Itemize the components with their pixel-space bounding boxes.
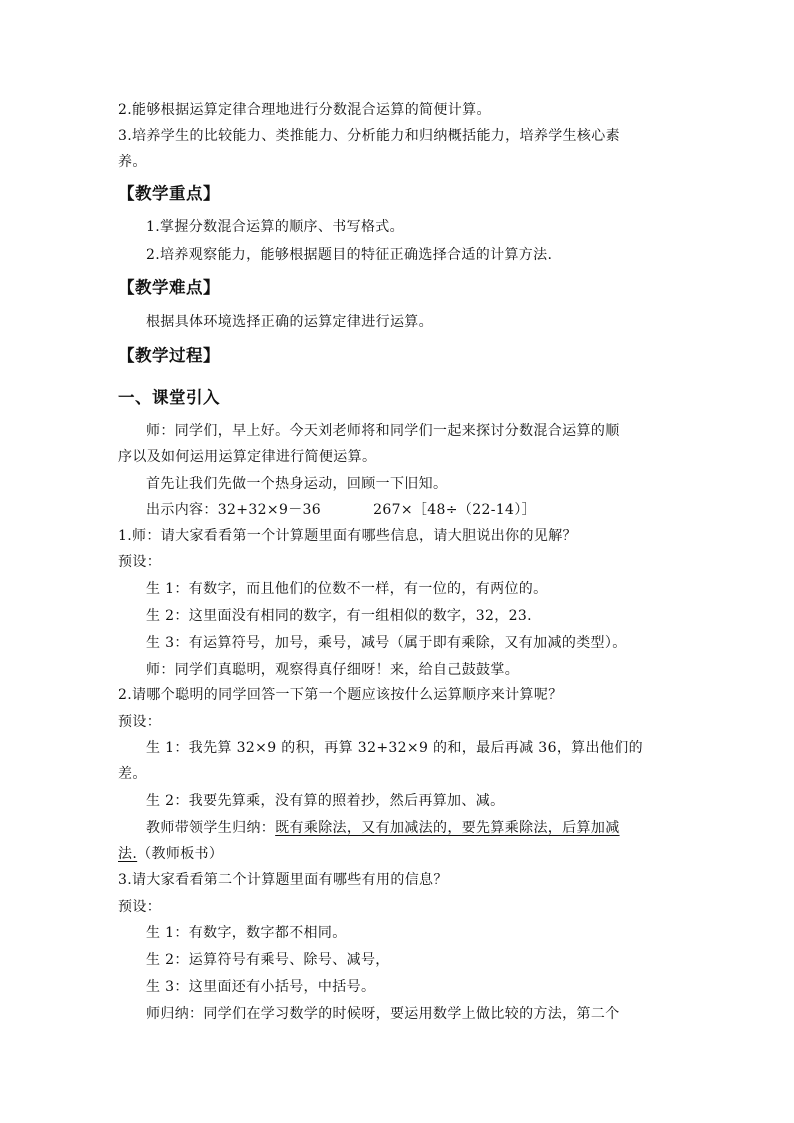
intro-line2: 序以及如何运用运算定律进行简便运算。 bbox=[118, 449, 377, 465]
question-1: 1.师：请大家看看第一个计算题里面有哪些信息，请大胆说出你的见解？ bbox=[118, 528, 577, 544]
q3-student-1: 生 1：有数字，数字都不相同。 bbox=[146, 925, 347, 941]
q2-summary-prefix: 教师带领学生归纳： bbox=[146, 820, 276, 836]
q2-summary-line1 bbox=[146, 817, 680, 839]
difficult-point-text: 根据具体环境选择正确的运算定律进行运算。 bbox=[146, 314, 433, 330]
show-expression-1: 出示内容：32+32×9－36 bbox=[146, 502, 322, 518]
q1-student-2: 生 2：这里面没有相同的数字，有一组相似的数字，32，23. bbox=[146, 608, 532, 624]
q1-student-1: 生 1：有数字，而且他们的位数不一样，有一位的，有两位的。 bbox=[146, 581, 548, 597]
q2-student-2: 生 2：我要先算乘，没有算的照着抄，然后再算加、减。 bbox=[146, 793, 505, 809]
warmup-line: 首先让我们先做一个热身运动，回顾一下旧知。 bbox=[146, 476, 448, 492]
key-point-1: 1.掌握分数混合运算的顺序、书写格式。 bbox=[146, 219, 405, 235]
q1-teacher: 师：同学们真聪明，观察得真仔细呀！来，给自己鼓鼓掌。 bbox=[146, 662, 520, 678]
process-heading: 【教学过程】 bbox=[118, 346, 220, 365]
q3-student-2: 生 2：运算符号有乘号、除号、减号， bbox=[146, 952, 390, 968]
goal-item-2: 2.能够根据运算定律合理地进行分数混合运算的简便计算。 bbox=[118, 102, 491, 118]
show-expression-2: 267×［48÷（22-14）］ bbox=[373, 502, 537, 518]
q1-student-3: 生 3：有运算符号，加号，乘号，减号（属于即有乘除，又有加减的类型）。 bbox=[146, 635, 627, 651]
q2-summary-note: （教师板书） bbox=[137, 846, 224, 862]
goal-item-3-line1: 3.培养学生的比较能力、类推能力、分析能力和归纳概括能力，培养学生核心素 bbox=[118, 128, 620, 144]
preset-label-2: 预设： bbox=[118, 714, 162, 730]
key-point-2: 2.培养观察能力，能够根据题目的特征正确选择合适的计算方法. bbox=[146, 247, 553, 263]
key-points-heading: 【教学重点】 bbox=[118, 184, 220, 203]
q2-student-1-line2: 差。 bbox=[118, 766, 147, 782]
difficult-points-heading: 【教学难点】 bbox=[118, 278, 220, 297]
q3-teacher-summary: 师归纳：同学们在学习数学的时候呀，要运用数学上做比较的方法，第二个 bbox=[146, 1006, 620, 1022]
goal-item-3-line2: 养。 bbox=[118, 154, 147, 170]
preset-label-3: 预设： bbox=[118, 899, 162, 915]
q2-summary-rule: 既有乘除法，又有加减法的，要先算乘除法，后算加减 bbox=[275, 820, 620, 836]
question-3: 3.请大家看看第二个计算题里面有哪些有用的信息？ bbox=[118, 872, 448, 888]
q3-student-3: 生 3：这里面还有小括号，中括号。 bbox=[146, 979, 376, 995]
show-content-line bbox=[146, 499, 680, 521]
section-intro-heading: 一、课堂引入 bbox=[118, 388, 220, 407]
preset-label-1: 预设： bbox=[118, 554, 162, 570]
q2-summary-line2 bbox=[118, 843, 680, 865]
question-2: 2.请哪个聪明的同学回答一下第一个题应该按什么运算顺序来计算呢？ bbox=[118, 687, 563, 703]
intro-line1: 师：同学们，早上好。今天刘老师将和同学们一起来探讨分数混合运算的顺 bbox=[146, 423, 620, 439]
q2-summary-rule-end: 法. bbox=[118, 846, 138, 862]
q2-student-1-line1: 生 1：我先算 32×9 的积，再算 32+32×9 的和，最后再减 36，算出他们的 bbox=[146, 740, 643, 756]
